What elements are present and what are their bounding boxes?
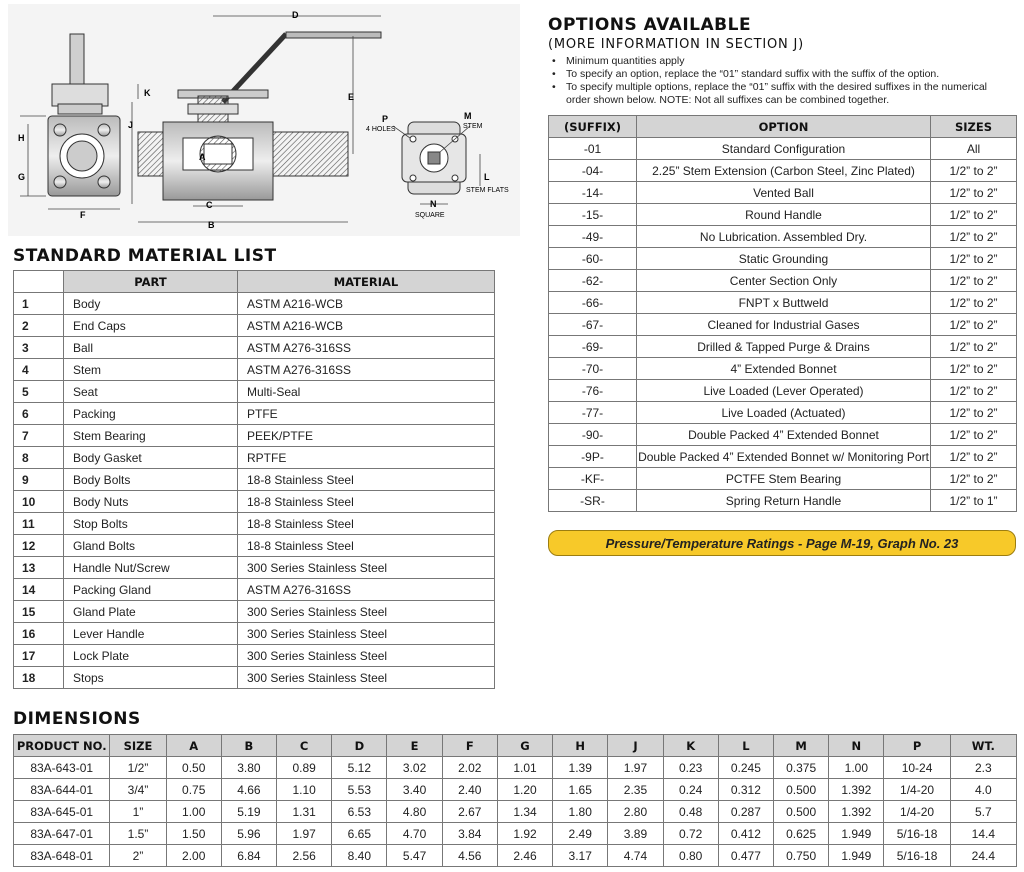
- dimensions-cell: 1.5”: [110, 823, 166, 845]
- option-sizes: 1/2” to 2”: [931, 182, 1017, 204]
- dimensions-cell: 6.65: [332, 823, 387, 845]
- option-description: Live Loaded (Actuated): [637, 402, 931, 424]
- dimensions-cell: 83A-647-01: [14, 823, 110, 845]
- material-material-name: 18-8 Stainless Steel: [238, 535, 495, 557]
- dimensions-cell: 2.46: [497, 845, 552, 867]
- options-table: [548, 115, 1017, 512]
- dimensions-cell: 1.80: [553, 801, 608, 823]
- material-row: [14, 601, 495, 623]
- dimensions-column-header: SIZE: [110, 735, 166, 757]
- dimensions-cell: 0.500: [774, 801, 829, 823]
- option-suffix: -66-: [549, 292, 637, 314]
- dimensions-cell: 1.34: [497, 801, 552, 823]
- option-description: Double Packed 4” Extended Bonnet w/ Monitoring Port: [637, 446, 931, 468]
- option-description: Vented Ball: [637, 182, 931, 204]
- dimensions-column-header: F: [442, 735, 497, 757]
- dimensions-column-header: E: [387, 735, 442, 757]
- dimensions-cell: 4.66: [221, 779, 276, 801]
- dimensions-cell: 2.56: [277, 845, 332, 867]
- options-header-row: [549, 116, 1017, 138]
- dimensions-cell: 4.0: [950, 779, 1016, 801]
- material-row: [14, 381, 495, 403]
- dimensions-cell: 3.84: [442, 823, 497, 845]
- options-notes: [550, 55, 990, 107]
- dimensions-cell: 10-24: [884, 757, 950, 779]
- material-material-name: 300 Series Stainless Steel: [238, 601, 495, 623]
- dimensions-cell: 0.89: [277, 757, 332, 779]
- dimensions-cell: 6.53: [332, 801, 387, 823]
- material-row: [14, 293, 495, 315]
- suffix-header: (SUFFIX): [549, 116, 637, 138]
- option-suffix: -62-: [549, 270, 637, 292]
- dimensions-cell: 1.949: [829, 823, 884, 845]
- dim-label-a: A: [199, 152, 206, 162]
- option-suffix: -67-: [549, 314, 637, 336]
- option-description: Standard Configuration: [637, 138, 931, 160]
- dimensions-cell: 5.47: [387, 845, 442, 867]
- material-row: [14, 469, 495, 491]
- material-header: MATERIAL: [238, 271, 495, 293]
- material-item-number: 11: [14, 513, 64, 535]
- dimensions-cell: 5.53: [332, 779, 387, 801]
- dimensions-cell: 0.245: [718, 757, 773, 779]
- material-material-name: 300 Series Stainless Steel: [238, 623, 495, 645]
- material-part-name: Gland Plate: [64, 601, 238, 623]
- option-sizes: 1/2” to 2”: [931, 402, 1017, 424]
- material-row: [14, 403, 495, 425]
- material-item-number: 5: [14, 381, 64, 403]
- dim-label-b: B: [208, 220, 215, 230]
- option-row: [549, 468, 1017, 490]
- dimensions-cell: 1.01: [497, 757, 552, 779]
- dimensions-cell: 14.4: [950, 823, 1016, 845]
- material-list-title: STANDARD MATERIAL LIST: [13, 246, 277, 266]
- option-suffix: -49-: [549, 226, 637, 248]
- dimensions-cell: 5/16-18: [884, 845, 950, 867]
- option-sizes: 1/2” to 2”: [931, 446, 1017, 468]
- dimensions-cell: 0.24: [663, 779, 718, 801]
- options-title: OPTIONS AVAILABLE: [548, 15, 752, 35]
- dimensions-cell: 1.97: [277, 823, 332, 845]
- dimensions-cell: 3/4”: [110, 779, 166, 801]
- option-sizes: 1/2” to 2”: [931, 358, 1017, 380]
- dimensions-cell: 5/16-18: [884, 823, 950, 845]
- dim-label-h: H: [18, 133, 25, 143]
- dimensions-cell: 1.39: [553, 757, 608, 779]
- dimensions-row: [14, 845, 1017, 867]
- dimensions-cell: 5.12: [332, 757, 387, 779]
- material-row: [14, 535, 495, 557]
- material-row: [14, 491, 495, 513]
- material-part-name: Packing: [64, 403, 238, 425]
- options-note: • Minimum quantities apply: [550, 55, 990, 68]
- dimensions-cell: 1”: [110, 801, 166, 823]
- option-description: Live Loaded (Lever Operated): [637, 380, 931, 402]
- option-suffix: -04-: [549, 160, 637, 182]
- material-material-name: 300 Series Stainless Steel: [238, 667, 495, 689]
- dimensions-cell: 2.35: [608, 779, 663, 801]
- dimensions-column-header: K: [663, 735, 718, 757]
- dimensions-cell: 1.392: [829, 801, 884, 823]
- dimensions-cell: 1.00: [829, 757, 884, 779]
- option-sizes: 1/2” to 2”: [931, 204, 1017, 226]
- valve-technical-drawing: [8, 4, 520, 236]
- option-sizes: All: [931, 138, 1017, 160]
- option-sizes: 1/2” to 2”: [931, 160, 1017, 182]
- material-part-name: Seat: [64, 381, 238, 403]
- dimensions-column-header: A: [166, 735, 221, 757]
- option-description: Cleaned for Industrial Gases: [637, 314, 931, 336]
- dimensions-cell: 2”: [110, 845, 166, 867]
- material-item-number: 4: [14, 359, 64, 381]
- dimensions-header-row: [14, 735, 1017, 757]
- material-row: [14, 315, 495, 337]
- dim-label-c: C: [206, 200, 213, 210]
- dimensions-cell: 3.89: [608, 823, 663, 845]
- option-description: 2.25” Stem Extension (Carbon Steel, Zinc Plated): [637, 160, 931, 182]
- dim-label-p: P: [382, 114, 389, 124]
- option-row: [549, 248, 1017, 270]
- dimensions-cell: 2.00: [166, 845, 221, 867]
- dimensions-cell: 5.19: [221, 801, 276, 823]
- material-material-name: Multi-Seal: [238, 381, 495, 403]
- material-item-number: 14: [14, 579, 64, 601]
- dimensions-cell: 2.80: [608, 801, 663, 823]
- material-row: [14, 337, 495, 359]
- dimensions-cell: 0.750: [774, 845, 829, 867]
- material-list-header-row: [14, 271, 495, 293]
- option-suffix: -SR-: [549, 490, 637, 512]
- dimensions-column-header: C: [277, 735, 332, 757]
- dimensions-cell: 1.00: [166, 801, 221, 823]
- material-material-name: ASTM A276-316SS: [238, 359, 495, 381]
- material-row: [14, 425, 495, 447]
- option-row: [549, 138, 1017, 160]
- material-row: [14, 645, 495, 667]
- material-material-name: 18-8 Stainless Steel: [238, 469, 495, 491]
- material-row: [14, 513, 495, 535]
- material-item-number: 3: [14, 337, 64, 359]
- dimensions-cell: 1.31: [277, 801, 332, 823]
- pressure-temperature-banner: Pressure/Temperature Ratings - Page M-19, Graph No. 23: [548, 530, 1016, 556]
- option-suffix: -14-: [549, 182, 637, 204]
- option-row: [549, 402, 1017, 424]
- option-sizes: 1/2” to 1”: [931, 490, 1017, 512]
- dim-label-d: D: [292, 10, 299, 20]
- dimensions-cell: 0.312: [718, 779, 773, 801]
- dimensions-column-header: D: [332, 735, 387, 757]
- options-note: • To specify an option, replace the “01” standard suffix with the suffix of the option.: [550, 68, 990, 81]
- material-material-name: RPTFE: [238, 447, 495, 469]
- dimensions-cell: 2.3: [950, 757, 1016, 779]
- dimensions-cell: 2.40: [442, 779, 497, 801]
- option-sizes: 1/2” to 2”: [931, 292, 1017, 314]
- dimensions-cell: 1/2”: [110, 757, 166, 779]
- dimensions-cell: 1.949: [829, 845, 884, 867]
- material-item-number: 1: [14, 293, 64, 315]
- dimensions-row: [14, 757, 1017, 779]
- dimensions-cell: 2.49: [553, 823, 608, 845]
- option-suffix: -15-: [549, 204, 637, 226]
- material-part-name: Handle Nut/Screw: [64, 557, 238, 579]
- material-material-name: 18-8 Stainless Steel: [238, 491, 495, 513]
- material-material-name: ASTM A276-316SS: [238, 579, 495, 601]
- dimensions-cell: 3.17: [553, 845, 608, 867]
- option-row: [549, 270, 1017, 292]
- dim-label-j: J: [128, 120, 134, 130]
- stem-flats-label: STEM FLATS: [466, 187, 509, 194]
- sizes-header: SIZES: [931, 116, 1017, 138]
- option-row: [549, 182, 1017, 204]
- option-row: [549, 160, 1017, 182]
- option-row: [549, 358, 1017, 380]
- dimensions-cell: 83A-645-01: [14, 801, 110, 823]
- material-item-number: 7: [14, 425, 64, 447]
- dimensions-cell: 1/4-20: [884, 779, 950, 801]
- option-suffix: -77-: [549, 402, 637, 424]
- option-row: [549, 292, 1017, 314]
- option-row: [549, 380, 1017, 402]
- option-suffix: -KF-: [549, 468, 637, 490]
- material-part-name: Packing Gland: [64, 579, 238, 601]
- option-sizes: 1/2” to 2”: [931, 336, 1017, 358]
- material-material-name: ASTM A276-316SS: [238, 337, 495, 359]
- option-sizes: 1/2” to 2”: [931, 270, 1017, 292]
- material-part-name: Body Bolts: [64, 469, 238, 491]
- dimensions-column-header: J: [608, 735, 663, 757]
- option-suffix: -69-: [549, 336, 637, 358]
- dimensions-row: [14, 801, 1017, 823]
- dimensions-cell: 4.56: [442, 845, 497, 867]
- material-material-name: 18-8 Stainless Steel: [238, 513, 495, 535]
- dim-label-k: K: [144, 88, 151, 98]
- material-row: [14, 447, 495, 469]
- option-row: [549, 204, 1017, 226]
- option-suffix: -01: [549, 138, 637, 160]
- option-row: [549, 490, 1017, 512]
- dimensions-cell: 0.75: [166, 779, 221, 801]
- dimensions-cell: 0.48: [663, 801, 718, 823]
- dimensions-cell: 4.74: [608, 845, 663, 867]
- dimensions-row: [14, 779, 1017, 801]
- dimensions-cell: 3.40: [387, 779, 442, 801]
- option-row: [549, 424, 1017, 446]
- option-row: [549, 314, 1017, 336]
- stem-label: STEM: [463, 123, 483, 130]
- dimensions-cell: 1.392: [829, 779, 884, 801]
- option-sizes: 1/2” to 2”: [931, 468, 1017, 490]
- dimensions-row: [14, 823, 1017, 845]
- dimensions-column-header: PRODUCT NO.: [14, 735, 110, 757]
- material-part-name: Stem Bearing: [64, 425, 238, 447]
- part-header: PART: [64, 271, 238, 293]
- dimensions-cell: 1.92: [497, 823, 552, 845]
- dimensions-cell: 0.287: [718, 801, 773, 823]
- option-row: [549, 336, 1017, 358]
- material-material-name: PEEK/PTFE: [238, 425, 495, 447]
- option-row: [549, 226, 1017, 248]
- material-item-number: 13: [14, 557, 64, 579]
- option-suffix: -76-: [549, 380, 637, 402]
- material-part-name: Stop Bolts: [64, 513, 238, 535]
- material-item-number: 15: [14, 601, 64, 623]
- dim-label-n: N: [430, 199, 437, 209]
- dimensions-cell: 83A-648-01: [14, 845, 110, 867]
- dimensions-cell: 4.80: [387, 801, 442, 823]
- dimensions-cell: 0.477: [718, 845, 773, 867]
- dim-label-g: G: [18, 172, 26, 182]
- option-header: OPTION: [637, 116, 931, 138]
- material-item-number: 16: [14, 623, 64, 645]
- material-num-header: [14, 271, 64, 293]
- dimensions-column-header: G: [497, 735, 552, 757]
- option-suffix: -90-: [549, 424, 637, 446]
- material-part-name: Lock Plate: [64, 645, 238, 667]
- material-item-number: 10: [14, 491, 64, 513]
- option-description: Drilled & Tapped Purge & Drains: [637, 336, 931, 358]
- dimensions-cell: 3.80: [221, 757, 276, 779]
- dimensions-table: [13, 734, 1017, 867]
- material-part-name: End Caps: [64, 315, 238, 337]
- material-list-table: [13, 270, 495, 689]
- option-description: PCTFE Stem Bearing: [637, 468, 931, 490]
- top-view-pad: [402, 122, 466, 194]
- dimensions-column-header: WT.: [950, 735, 1016, 757]
- dimensions-column-header: H: [553, 735, 608, 757]
- material-item-number: 18: [14, 667, 64, 689]
- dimensions-cell: 3.02: [387, 757, 442, 779]
- material-row: [14, 579, 495, 601]
- dimensions-cell: 1/4-20: [884, 801, 950, 823]
- dimensions-cell: 0.80: [663, 845, 718, 867]
- dimensions-cell: 5.7: [950, 801, 1016, 823]
- dimensions-cell: 4.70: [387, 823, 442, 845]
- dimensions-cell: 1.97: [608, 757, 663, 779]
- dimensions-cell: 0.375: [774, 757, 829, 779]
- option-description: Double Packed 4” Extended Bonnet: [637, 424, 931, 446]
- dimensions-cell: 8.40: [332, 845, 387, 867]
- dimensions-cell: 1.65: [553, 779, 608, 801]
- option-description: FNPT x Buttweld: [637, 292, 931, 314]
- dim-label-f: F: [80, 210, 86, 220]
- dimensions-cell: 0.412: [718, 823, 773, 845]
- holes-label: 4 HOLES: [366, 126, 396, 133]
- material-row: [14, 557, 495, 579]
- dimensions-column-header: B: [221, 735, 276, 757]
- dimensions-cell: 1.20: [497, 779, 552, 801]
- material-part-name: Stem: [64, 359, 238, 381]
- dimensions-cell: 0.23: [663, 757, 718, 779]
- dimensions-cell: 0.50: [166, 757, 221, 779]
- option-sizes: 1/2” to 2”: [931, 314, 1017, 336]
- dimensions-cell: 0.625: [774, 823, 829, 845]
- material-row: [14, 623, 495, 645]
- dimensions-column-header: N: [829, 735, 884, 757]
- option-description: No Lubrication. Assembled Dry.: [637, 226, 931, 248]
- option-sizes: 1/2” to 2”: [931, 380, 1017, 402]
- material-part-name: Body: [64, 293, 238, 315]
- material-material-name: ASTM A216-WCB: [238, 293, 495, 315]
- dimensions-cell: 1.10: [277, 779, 332, 801]
- option-description: Round Handle: [637, 204, 931, 226]
- dimensions-column-header: P: [884, 735, 950, 757]
- material-part-name: Lever Handle: [64, 623, 238, 645]
- material-item-number: 17: [14, 645, 64, 667]
- option-sizes: 1/2” to 2”: [931, 248, 1017, 270]
- dimensions-cell: 2.67: [442, 801, 497, 823]
- option-suffix: -9P-: [549, 446, 637, 468]
- dim-label-e: E: [348, 92, 355, 102]
- material-part-name: Stops: [64, 667, 238, 689]
- material-material-name: PTFE: [238, 403, 495, 425]
- dimensions-cell: 0.500: [774, 779, 829, 801]
- material-part-name: Body Nuts: [64, 491, 238, 513]
- options-note: • To specify multiple options, replace the “01” suffix with the desired suffixes in the numerical order shown below. NOTE: Not all suffixes can be combined together.: [550, 81, 990, 107]
- dimensions-column-header: L: [718, 735, 773, 757]
- option-row: [549, 446, 1017, 468]
- option-description: Spring Return Handle: [637, 490, 931, 512]
- square-label: SQUARE: [415, 212, 445, 219]
- dimensions-column-header: M: [774, 735, 829, 757]
- option-description: Center Section Only: [637, 270, 931, 292]
- dimensions-cell: 2.02: [442, 757, 497, 779]
- material-item-number: 8: [14, 447, 64, 469]
- material-row: [14, 667, 495, 689]
- option-suffix: -60-: [549, 248, 637, 270]
- dimensions-cell: 0.72: [663, 823, 718, 845]
- dimensions-cell: 5.96: [221, 823, 276, 845]
- dimensions-title: DIMENSIONS: [13, 709, 141, 729]
- dimensions-cell: 24.4: [950, 845, 1016, 867]
- material-material-name: ASTM A216-WCB: [238, 315, 495, 337]
- dimensions-cell: 83A-644-01: [14, 779, 110, 801]
- material-material-name: 300 Series Stainless Steel: [238, 645, 495, 667]
- option-description: 4” Extended Bonnet: [637, 358, 931, 380]
- material-item-number: 2: [14, 315, 64, 337]
- dim-label-l: L: [484, 172, 490, 182]
- material-item-number: 9: [14, 469, 64, 491]
- option-sizes: 1/2” to 2”: [931, 226, 1017, 248]
- material-item-number: 12: [14, 535, 64, 557]
- material-part-name: Body Gasket: [64, 447, 238, 469]
- material-item-number: 6: [14, 403, 64, 425]
- material-part-name: Gland Bolts: [64, 535, 238, 557]
- options-subtitle: (MORE INFORMATION IN SECTION J): [548, 37, 804, 52]
- material-row: [14, 359, 495, 381]
- option-suffix: -70-: [549, 358, 637, 380]
- dim-label-m: M: [464, 111, 472, 121]
- dimensions-cell: 83A-643-01: [14, 757, 110, 779]
- dimensions-cell: 1.50: [166, 823, 221, 845]
- dimensions-cell: 6.84: [221, 845, 276, 867]
- material-material-name: 300 Series Stainless Steel: [238, 557, 495, 579]
- option-sizes: 1/2” to 2”: [931, 424, 1017, 446]
- material-part-name: Ball: [64, 337, 238, 359]
- option-description: Static Grounding: [637, 248, 931, 270]
